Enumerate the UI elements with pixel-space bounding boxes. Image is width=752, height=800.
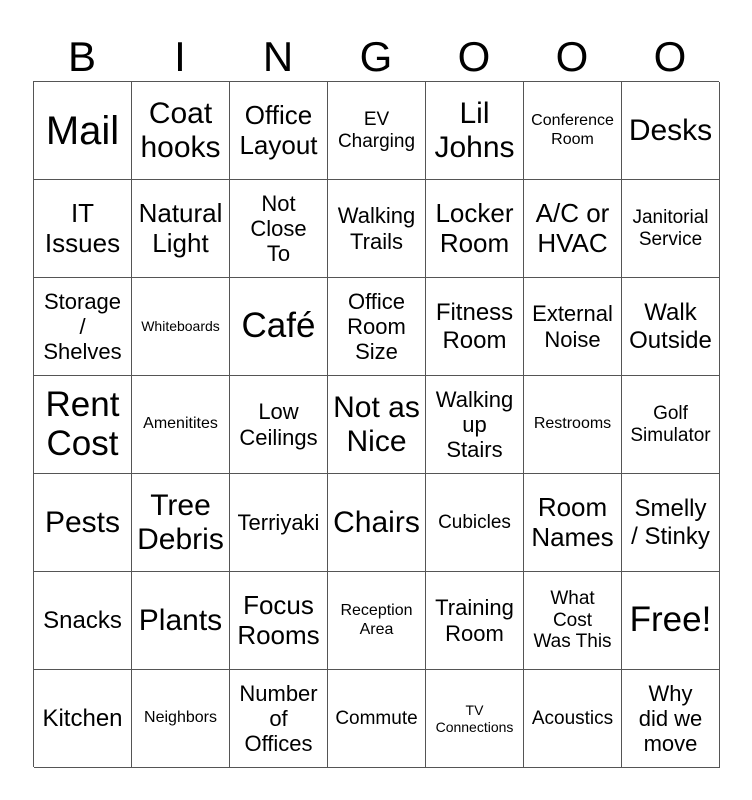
bingo-cell[interactable] (622, 180, 720, 278)
bingo-cell-label: Cubicles (438, 511, 511, 533)
bingo-cell-label: Walking up Stairs (435, 386, 514, 463)
bingo-cell-label: Amenitites (143, 415, 218, 433)
bingo-cell-label: Fitness Room (435, 298, 514, 354)
bingo-cell[interactable] (132, 572, 230, 670)
bingo-cell-label: Whiteboards (141, 318, 220, 335)
bingo-cell[interactable] (426, 474, 524, 572)
header-letter-g: G (359, 33, 393, 80)
bingo-cell[interactable] (622, 670, 720, 768)
bingo-cell-label: Pests (44, 505, 121, 539)
bingo-cell-label: Coat hooks (140, 96, 221, 164)
bingo-cell-label: Focus Rooms (237, 589, 320, 650)
bingo-cell[interactable] (34, 572, 132, 670)
header-letter-b: B (67, 33, 96, 80)
bingo-cell[interactable] (34, 376, 132, 474)
bingo-cell-label: Storage / Shelves (43, 288, 122, 365)
bingo-cell[interactable] (622, 572, 720, 670)
bingo-cell-label: Chairs (333, 505, 420, 539)
bingo-cell-label: Mail (45, 108, 120, 153)
header-letter-n: N (262, 33, 294, 80)
bingo-cell-label: Training Room (435, 595, 514, 646)
bingo-cell[interactable] (426, 670, 524, 768)
bingo-cell-label: Reception Area (340, 602, 413, 638)
bingo-cell-label: Golf Simulator (630, 402, 711, 446)
bingo-cell-label: EV Charging (337, 108, 416, 152)
bingo-cell[interactable] (230, 572, 328, 670)
bingo-cell[interactable] (132, 180, 230, 278)
bingo-cell-label: Office Room Size (347, 288, 406, 365)
bingo-cell-label: Not Close To (250, 190, 307, 267)
bingo-cell[interactable] (328, 474, 426, 572)
bingo-cell-label: Plants (138, 603, 223, 637)
bingo-cell[interactable] (328, 376, 426, 474)
bingo-cell[interactable] (132, 278, 230, 376)
bingo-cell-label: Commute (335, 707, 418, 729)
bingo-cell[interactable] (622, 376, 720, 474)
bingo-cell[interactable] (426, 278, 524, 376)
bingo-cell[interactable] (230, 180, 328, 278)
bingo-cell[interactable] (426, 376, 524, 474)
bingo-cell-label: IT Issues (44, 197, 121, 258)
bingo-cell-label: Tree Debris (137, 488, 224, 556)
bingo-cell-label: External Noise (532, 301, 613, 352)
bingo-cell-label: Natural Light (138, 197, 223, 258)
bingo-cell-label: Not as Nice (333, 390, 420, 458)
bingo-cell-label: Walking Trails (337, 203, 416, 254)
bingo-cell[interactable] (426, 180, 524, 278)
bingo-cell[interactable] (230, 278, 328, 376)
bingo-header (33, 32, 719, 82)
header-letter-o-3: O (653, 33, 687, 80)
header-letter-o: O (457, 33, 491, 80)
bingo-cell-label: Why did we move (638, 680, 703, 757)
bingo-cell[interactable] (34, 474, 132, 572)
bingo-cell[interactable] (524, 670, 622, 768)
bingo-cell-label: A/C or HVAC (535, 197, 610, 258)
bingo-cell-label: Kitchen (42, 704, 123, 732)
bingo-cell[interactable] (34, 670, 132, 768)
bingo-cell-label: TV Connections (435, 702, 514, 735)
bingo-cell[interactable] (524, 82, 622, 180)
bingo-cell[interactable] (34, 278, 132, 376)
bingo-cell-label: Restrooms (533, 415, 612, 433)
bingo-cell[interactable] (622, 474, 720, 572)
bingo-cell[interactable] (230, 82, 328, 180)
header-letter-i: I (174, 33, 186, 80)
bingo-cell-label: Room Names (531, 491, 614, 552)
bingo-cell-label: Number of Offices (239, 680, 318, 757)
bingo-cell[interactable] (426, 572, 524, 670)
bingo-cell[interactable] (426, 82, 524, 180)
bingo-cell[interactable] (524, 180, 622, 278)
bingo-cell-label: Snacks (43, 606, 122, 634)
bingo-cell[interactable] (328, 180, 426, 278)
bingo-cell[interactable] (328, 82, 426, 180)
bingo-cell-label: Office Layout (239, 99, 318, 160)
bingo-cell[interactable] (524, 474, 622, 572)
bingo-cell[interactable] (230, 670, 328, 768)
bingo-cell[interactable] (34, 180, 132, 278)
bingo-cell-label: Café (241, 306, 316, 346)
bingo-cell[interactable] (230, 474, 328, 572)
bingo-cell-label: Terriyaki (237, 509, 320, 535)
bingo-cell-label: Free! (629, 600, 712, 640)
bingo-cell[interactable] (328, 670, 426, 768)
bingo-cell-label: Lil Johns (434, 96, 515, 164)
bingo-board (33, 81, 719, 767)
bingo-cell-label: Acoustics (531, 707, 614, 729)
bingo-cell[interactable] (622, 278, 720, 376)
bingo-cell-label: Locker Room (435, 197, 514, 258)
bingo-cell[interactable] (524, 572, 622, 670)
bingo-cell-label: Desks (628, 113, 713, 147)
bingo-cell[interactable] (524, 278, 622, 376)
bingo-cell[interactable] (132, 376, 230, 474)
bingo-cell[interactable] (622, 82, 720, 180)
bingo-cell[interactable] (230, 376, 328, 474)
bingo-cell-label: Low Ceilings (239, 399, 318, 450)
bingo-cell[interactable] (524, 376, 622, 474)
bingo-cell[interactable] (328, 278, 426, 376)
bingo-cell-label: Rent Cost (45, 385, 120, 463)
bingo-cell[interactable] (132, 670, 230, 768)
bingo-cell-label: Smelly / Stinky (631, 494, 710, 550)
bingo-cell-label: Conference Room (531, 112, 614, 148)
bingo-cell[interactable] (328, 572, 426, 670)
bingo-cell[interactable] (132, 474, 230, 572)
bingo-cell-label: Neighbors (144, 709, 217, 727)
bingo-cell[interactable] (132, 82, 230, 180)
header-letter-o-2: O (555, 33, 589, 80)
bingo-cell-label: What Cost Was This (533, 587, 612, 653)
bingo-cell-label: Walk Outside (629, 298, 712, 354)
bingo-cell[interactable] (34, 82, 132, 180)
bingo-cell-label: Janitorial Service (632, 206, 709, 250)
